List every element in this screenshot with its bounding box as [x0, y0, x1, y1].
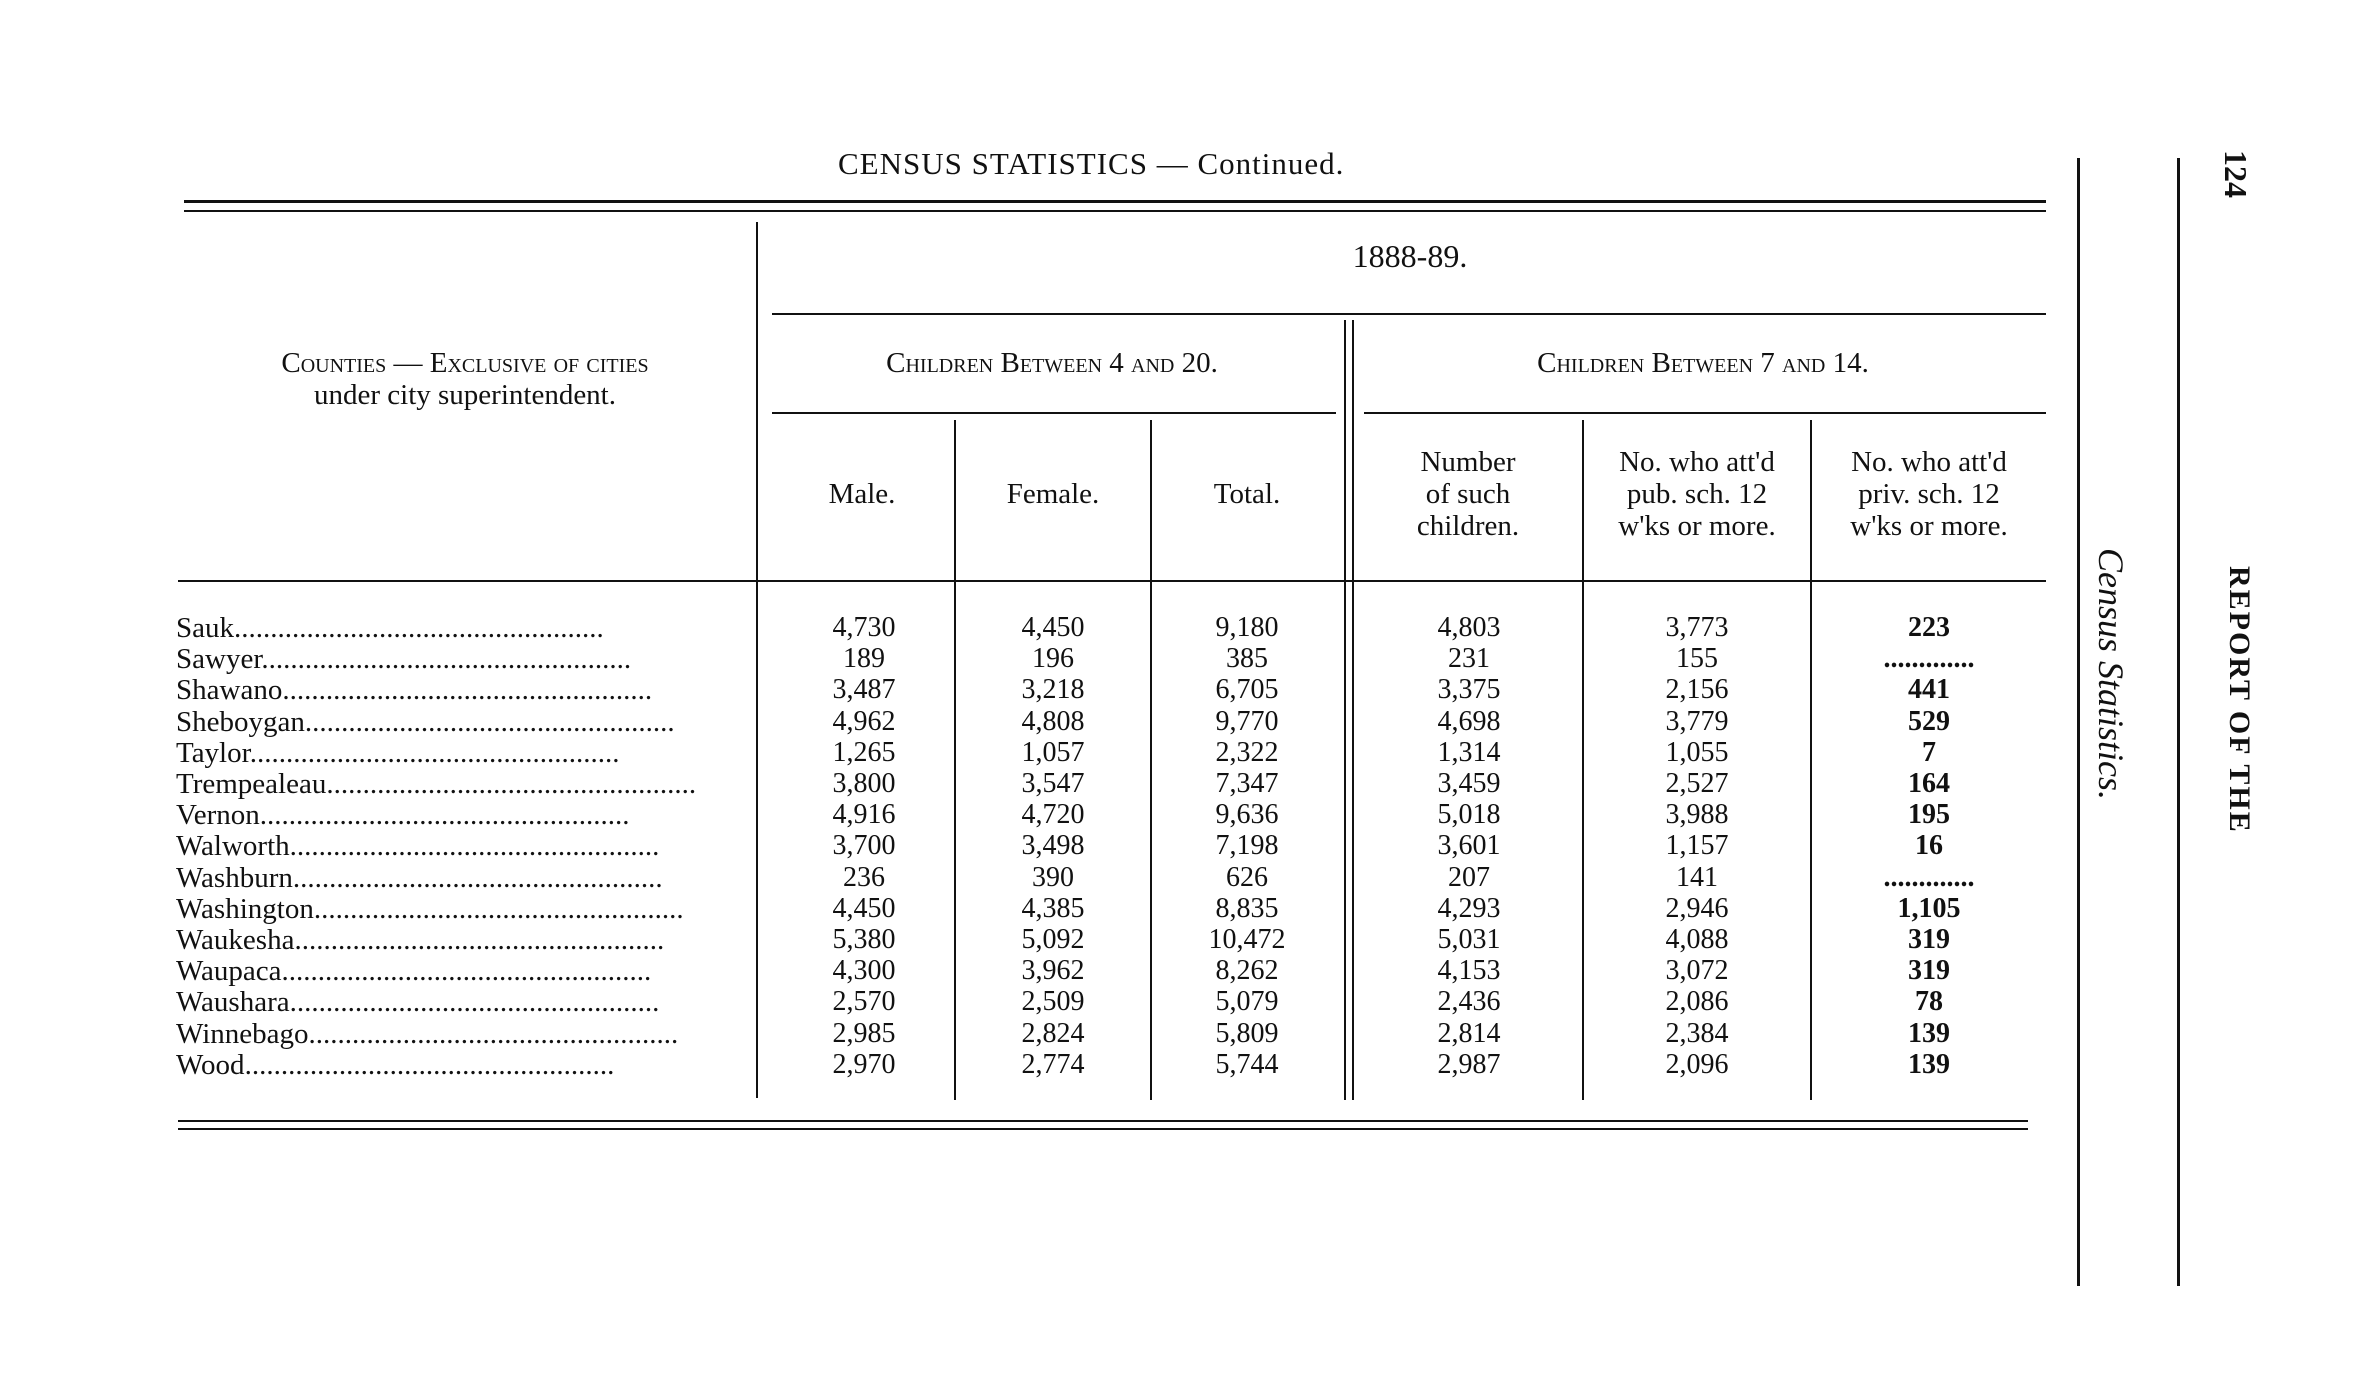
col-sep-male: [954, 420, 956, 1100]
cell-male: 3,700: [832, 830, 896, 861]
cell-female: 4,720: [1021, 799, 1085, 830]
cell-male: 5,380: [832, 924, 896, 955]
col-number-l2: of such: [1425, 478, 1511, 510]
cell-priv: 16: [1915, 830, 1943, 861]
page-number: 124: [2218, 150, 2254, 198]
cell-female: 3,218: [1021, 674, 1085, 705]
row-county: [176, 768, 748, 800]
row-county: [176, 706, 748, 738]
cell-male: 1,265: [832, 737, 896, 768]
row-county: [176, 612, 748, 644]
county-name: Vernon: [176, 799, 260, 831]
cell-pub: 3,773: [1665, 612, 1729, 643]
bottom-rule-2: [178, 1128, 2028, 1130]
cell-female: 390: [1032, 862, 1074, 893]
row-county: [176, 799, 748, 831]
col-pub-l3: w'ks or more.: [1618, 510, 1776, 542]
cell-priv: 223: [1908, 612, 1950, 643]
col-number: [1356, 446, 1580, 542]
cell-pub: 1,157: [1665, 830, 1729, 861]
group-rule-2: [1364, 412, 2046, 414]
row-county: [176, 643, 748, 675]
cell-male: 4,916: [832, 799, 896, 830]
county-name: Shawano: [176, 674, 283, 706]
row-county: [176, 893, 748, 925]
row-county: [176, 1018, 748, 1050]
cell-female: 3,962: [1021, 955, 1085, 986]
cell-priv: 195: [1908, 799, 1950, 830]
cell-pub: 3,988: [1665, 799, 1729, 830]
group-rule-1: [772, 412, 1336, 414]
cell-pub: 141: [1676, 862, 1718, 893]
county-name: Sheboygan: [176, 706, 305, 738]
leader-dots: ...................................................: [261, 643, 632, 675]
cell-priv: 139: [1908, 1049, 1950, 1080]
cell-pub: 2,384: [1665, 1018, 1729, 1049]
section-side-label: Census Statistics.: [2091, 548, 2131, 801]
county-name: Sauk: [176, 612, 234, 644]
cell-pub: 2,527: [1665, 768, 1729, 799]
cell-priv: 139: [1908, 1018, 1950, 1049]
cell-total: 626: [1226, 862, 1268, 893]
leader-dots: ...................................................: [249, 737, 620, 769]
cell-female: 4,808: [1021, 706, 1085, 737]
leader-dots: ...................................................: [292, 862, 663, 894]
cell-male: 189: [843, 643, 885, 674]
cell-total: 7,347: [1215, 768, 1279, 799]
county-name: Taylor: [176, 737, 250, 769]
cell-priv: 1,105: [1897, 893, 1961, 924]
cell-pub: 3,779: [1665, 706, 1729, 737]
cell-female: 2,824: [1021, 1018, 1085, 1049]
header-bottom-rule: [178, 580, 2046, 582]
cell-pub: 1,055: [1665, 737, 1729, 768]
leader-dots: ...................................................: [281, 955, 652, 987]
year-rule: [772, 313, 2046, 315]
county-name: Washington: [176, 893, 314, 925]
counties-header: [180, 347, 750, 411]
cell-number: 5,031: [1437, 924, 1501, 955]
cell-pub: 2,086: [1665, 986, 1729, 1017]
row-county: [176, 1049, 748, 1081]
row-county: [176, 924, 748, 956]
cell-priv: 7: [1922, 737, 1936, 768]
col-female: Female.: [1006, 478, 1100, 510]
cell-female: 196: [1032, 643, 1074, 674]
cell-male: 2,985: [832, 1018, 896, 1049]
cell-number: 5,018: [1437, 799, 1501, 830]
cell-female: 5,092: [1021, 924, 1085, 955]
bottom-rule: [178, 1120, 2028, 1122]
county-name: Walworth: [176, 830, 290, 862]
counties-separator: [756, 222, 758, 1098]
leader-dots: ...................................................: [289, 986, 660, 1018]
right-outer-rule: [2177, 158, 2180, 1286]
cell-female: 4,450: [1021, 612, 1085, 643]
cell-male: 2,570: [832, 986, 896, 1017]
cell-total: 2,322: [1215, 737, 1279, 768]
cell-priv: 529: [1908, 706, 1950, 737]
running-head: REPORT OF THE: [2223, 566, 2256, 834]
row-county: [176, 955, 748, 987]
col-sep-female: [1150, 420, 1152, 1100]
cell-number: 231: [1448, 643, 1490, 674]
col-priv-l1: No. who att'd: [1851, 446, 2007, 478]
col-number-l1: Number: [1420, 446, 1516, 478]
counties-header-line1: Counties — Exclusive of cities: [281, 347, 649, 379]
county-name: Waupaca: [176, 955, 282, 987]
cell-male: 236: [843, 862, 885, 893]
county-name: Waukesha: [176, 924, 295, 956]
cell-number: 4,698: [1437, 706, 1501, 737]
cell-priv: .............: [1883, 862, 1975, 893]
row-county: [176, 986, 748, 1018]
county-name: Washburn: [176, 862, 293, 894]
cell-total: 9,636: [1215, 799, 1279, 830]
leader-dots: ...................................................: [304, 706, 675, 738]
page-title: CENSUS STATISTICS — Continued.: [838, 146, 1345, 181]
col-priv-l2: priv. sch. 12: [1858, 478, 2000, 510]
group-separator-b: [1352, 320, 1354, 1100]
cell-pub: 2,096: [1665, 1049, 1729, 1080]
cell-total: 5,744: [1215, 1049, 1279, 1080]
row-county: [176, 862, 748, 894]
cell-male: 4,450: [832, 893, 896, 924]
cell-total: 9,770: [1215, 706, 1279, 737]
cell-number: 2,436: [1437, 986, 1501, 1017]
cell-number: 4,803: [1437, 612, 1501, 643]
col-pub-l1: No. who att'd: [1619, 446, 1775, 478]
counties-header-line2: under city superintendent.: [314, 379, 616, 411]
cell-female: 2,774: [1021, 1049, 1085, 1080]
col-pub: [1584, 446, 1810, 542]
leader-dots: ...................................................: [259, 799, 630, 831]
cell-total: 10,472: [1208, 924, 1286, 955]
cell-number: 3,459: [1437, 768, 1501, 799]
col-pub-l2: pub. sch. 12: [1626, 478, 1768, 510]
cell-male: 3,487: [832, 674, 896, 705]
cell-male: 4,300: [832, 955, 896, 986]
cell-pub: 4,088: [1665, 924, 1729, 955]
col-priv: [1812, 446, 2046, 542]
top-rule-thin: [184, 210, 2046, 212]
group1-header: Children Between 4 and 20.: [886, 347, 1218, 379]
cell-pub: 2,156: [1665, 674, 1729, 705]
county-name: Trempealeau: [176, 768, 327, 800]
col-number-l3: children.: [1416, 510, 1520, 542]
cell-number: 1,314: [1437, 737, 1501, 768]
cell-number: 4,293: [1437, 893, 1501, 924]
row-county: [176, 830, 748, 862]
row-county: [176, 737, 748, 769]
cell-male: 4,962: [832, 706, 896, 737]
cell-number: 4,153: [1437, 955, 1501, 986]
cell-female: 1,057: [1021, 737, 1085, 768]
leader-dots: ...................................................: [234, 612, 604, 644]
cell-pub: 3,072: [1665, 955, 1729, 986]
group2-header: Children Between 7 and 14.: [1537, 347, 1869, 379]
top-rule: [184, 200, 2046, 203]
year-header: 1888-89.: [1352, 238, 1468, 274]
cell-priv: 319: [1908, 955, 1950, 986]
county-name: Winnebago: [176, 1018, 309, 1050]
leader-dots: ...................................................: [294, 924, 665, 956]
cell-female: 4,385: [1021, 893, 1085, 924]
county-name: Sawyer: [176, 643, 262, 675]
cell-priv: .............: [1883, 643, 1975, 674]
cell-male: 3,800: [832, 768, 896, 799]
cell-number: 2,987: [1437, 1049, 1501, 1080]
leader-dots: ...................................................: [244, 1049, 615, 1081]
cell-pub: 155: [1676, 643, 1718, 674]
leader-dots: ...................................................: [313, 893, 684, 925]
county-name: Waushara: [176, 986, 290, 1018]
cell-total: 6,705: [1215, 674, 1279, 705]
cell-total: 8,262: [1215, 955, 1279, 986]
cell-priv: 441: [1908, 674, 1950, 705]
leader-dots: ...................................................: [308, 1018, 679, 1050]
cell-total: 9,180: [1215, 612, 1279, 643]
cell-priv: 319: [1908, 924, 1950, 955]
leader-dots: ...................................................: [282, 674, 653, 706]
col-total: Total.: [1213, 478, 1281, 510]
cell-female: 3,547: [1021, 768, 1085, 799]
cell-priv: 164: [1908, 768, 1950, 799]
leader-dots: ...................................................: [326, 768, 697, 800]
cell-female: 3,498: [1021, 830, 1085, 861]
cell-number: 2,814: [1437, 1018, 1501, 1049]
row-county: [176, 674, 748, 706]
col-priv-l3: w'ks or more.: [1850, 510, 2008, 542]
group-separator-a: [1344, 320, 1346, 1100]
cell-total: 5,079: [1215, 986, 1279, 1017]
cell-male: 2,970: [832, 1049, 896, 1080]
cell-priv: 78: [1915, 986, 1943, 1017]
cell-male: 4,730: [832, 612, 896, 643]
leader-dots: ...................................................: [289, 830, 660, 862]
cell-number: 3,375: [1437, 674, 1501, 705]
cell-number: 207: [1448, 862, 1490, 893]
col-male: Male.: [828, 478, 896, 510]
cell-total: 385: [1226, 643, 1268, 674]
cell-total: 8,835: [1215, 893, 1279, 924]
county-name: Wood: [176, 1049, 245, 1081]
cell-total: 7,198: [1215, 830, 1279, 861]
cell-total: 5,809: [1215, 1018, 1279, 1049]
cell-pub: 2,946: [1665, 893, 1729, 924]
right-margin-rule: [2077, 158, 2080, 1286]
cell-female: 2,509: [1021, 986, 1085, 1017]
cell-number: 3,601: [1437, 830, 1501, 861]
